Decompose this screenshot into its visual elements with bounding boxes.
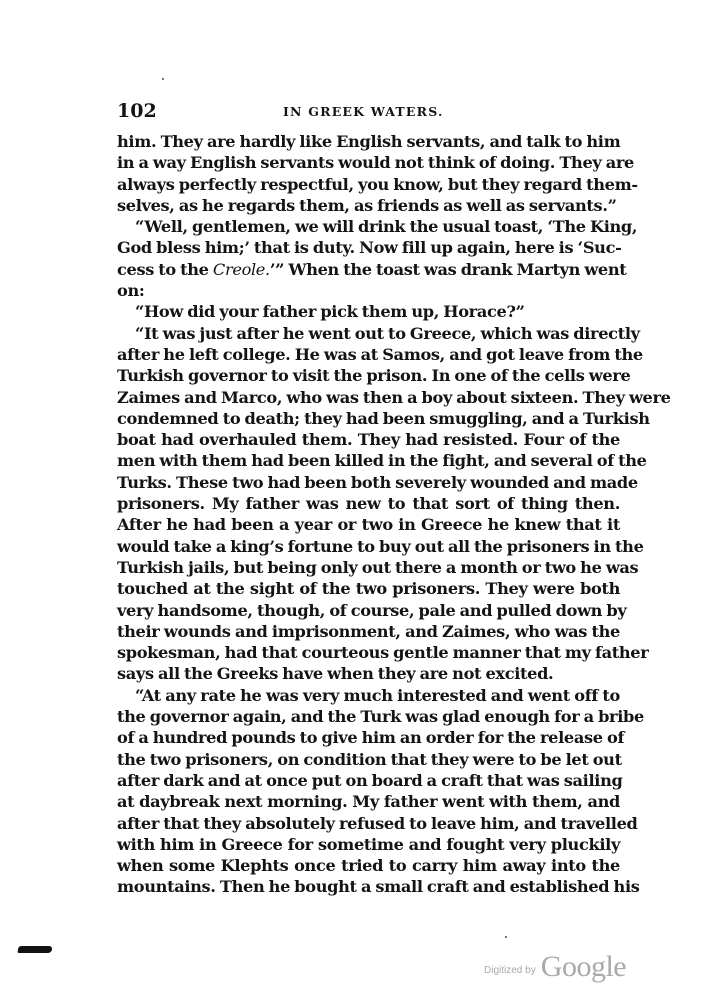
- running-title: IN GREEK WATERS.: [283, 104, 444, 119]
- digitized-by-google-watermark: [484, 950, 626, 984]
- scan-speck: [505, 936, 507, 938]
- text-line: with him in Greece for sometime and fought very pluckily: [117, 834, 620, 854]
- text-line: him. They are hardly like English servants, and talk to him: [117, 132, 621, 151]
- text-line: After he had been a year or two in Greece he knew that it: [117, 515, 620, 535]
- text-line: after he left college. He was at Samos, and got leave from the: [117, 344, 643, 364]
- text-line: very handsome, though, of course, pale and pulled down by: [117, 600, 627, 620]
- text-line: the two prisoners, on condition that they were to be let out: [117, 749, 622, 769]
- text-line: the governor again, and the Turk was glad enough for a bribe: [117, 707, 644, 727]
- text-line: after that they absolutely refused to leave him, and travelled: [117, 813, 638, 833]
- ship-name-italic: Creole.: [212, 259, 270, 279]
- text-line: [117, 259, 627, 280]
- text-line: after dark and at once put on board a craft that was sailing: [117, 770, 623, 790]
- text-line: “Well, gentlemen, we will drink the usual toast, ‘The King,: [135, 217, 638, 237]
- text-line: their wounds and imprisonment, and Zaimes, who was the: [117, 621, 620, 641]
- text-line: in a way English servants would not think of doing. They are: [117, 153, 635, 173]
- text-line: men with them had been killed in the fight, and several of the: [117, 451, 647, 471]
- text-line: Turkish jails, but being only out there a month or two he was: [117, 557, 639, 577]
- text-line: at daybreak next morning. My father went with them, and: [117, 792, 620, 812]
- text-line: “At any rate he was very much interested and went off to: [135, 685, 620, 705]
- page-body: [117, 131, 671, 898]
- text-line: “It was just after he went out to Greece, which was directly: [135, 323, 640, 343]
- text-line: of a hundred pounds to give him an order for the release of: [117, 728, 625, 748]
- watermark-prefix: Digitized by: [484, 965, 536, 976]
- text-line: spokesman, had that courteous gentle manner that my father: [117, 643, 649, 663]
- text-line: when some Klephts once tried to carry him away into the: [117, 856, 620, 876]
- text-line: condemned to death; they had been smuggling, and a Turkish: [117, 408, 650, 428]
- text-line: would take a king’s fortune to buy out all the prisoners in the: [117, 536, 644, 556]
- text-line: boat had overhauled them. They had resisted. Four of the: [117, 430, 620, 450]
- text-line: mountains. Then he bought a small craft and established his: [117, 877, 640, 897]
- text-line: Turkish governor to visit the prison. In one of the cells were: [117, 366, 631, 386]
- page-number: 102: [117, 100, 157, 122]
- text-line: touched at the sight of the two prisoners. They were both: [117, 579, 620, 599]
- text-line: on:: [117, 281, 145, 301]
- text-line: Zaimes and Marco, who was then a boy about sixteen. They were: [117, 387, 671, 407]
- text-segment: ’” When the toast was drank Martyn went: [269, 259, 627, 279]
- text-line: always perfectly respectful, you know, but they regard them-: [117, 174, 638, 194]
- text-line: “How did your father pick them up, Horace?”: [135, 302, 525, 322]
- text-line: God bless him;’ that is duty. Now fill up again, here is ‘Suc-: [117, 238, 622, 258]
- text-line: selves, as he regards them, as friends as well as servants.”: [117, 195, 617, 215]
- scan-speck: [162, 78, 164, 80]
- text-line: says all the Greeks have when they are not excited.: [117, 664, 554, 684]
- text-line: prisoners. My father was new to that sort of thing then.: [117, 494, 620, 514]
- text-segment: cess to the: [117, 259, 213, 279]
- text-line: Turks. These two had been both severely wounded and made: [117, 472, 638, 492]
- scan-smudge: [17, 946, 52, 953]
- google-logo: Google: [540, 950, 627, 983]
